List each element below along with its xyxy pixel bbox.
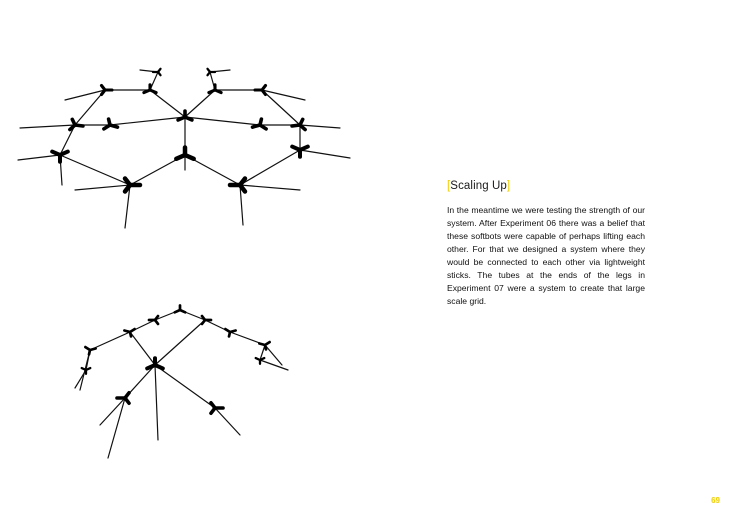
- top-softbot-3: [102, 86, 113, 95]
- perspective-stick-7: [155, 365, 215, 408]
- top-stick-1: [185, 90, 215, 117]
- top-softbot-4: [255, 86, 266, 95]
- top-stick-20: [20, 125, 75, 128]
- top-softbot-6: [292, 119, 305, 129]
- body-paragraph: In the meantime we were testing the strength of our system. After Experiment 06 there was a belief that these softbots were capable of perhaps lifting each other. For that we designed a system where they would be connected to each other via lightweight sticks. The tubes at the ends of the legs in Experiment 07 were a system to create that large scale grid.: [447, 205, 645, 306]
- section-heading: [447, 180, 645, 192]
- top-softbot-5: [70, 119, 83, 129]
- perspective-stick-14: [155, 365, 158, 440]
- top-stick-19: [18, 155, 60, 160]
- top-stick-29: [262, 90, 305, 100]
- perspective-softbot-4: [225, 329, 235, 336]
- top-softbot-9: [176, 148, 193, 159]
- perspective-stick-8: [130, 332, 155, 365]
- perspective-softbot-9: [211, 403, 223, 413]
- page-number: 69: [711, 496, 720, 505]
- top-stick-21: [300, 150, 350, 158]
- perspective-stick-16: [260, 360, 288, 370]
- top-stick-5: [262, 90, 300, 125]
- heading-bracket-close: ]: [506, 180, 511, 192]
- perspective-softbot-5: [85, 347, 95, 354]
- perspective-softbot-0: [175, 306, 185, 313]
- top-stick-25: [240, 185, 300, 190]
- top-stick-12: [240, 150, 300, 185]
- top-stick-16: [185, 117, 260, 125]
- top-softbot-1: [144, 85, 156, 93]
- perspective-stick-18: [265, 345, 282, 365]
- top-stick-26: [75, 185, 130, 190]
- top-softbot-13: [208, 69, 216, 75]
- top-stick-22: [300, 125, 340, 128]
- perspective-softbot-8: [117, 393, 129, 403]
- perspective-softbot-10: [82, 368, 91, 374]
- top-softbot-2: [209, 85, 221, 93]
- perspective-stick-9: [155, 320, 205, 365]
- perspective-stick-13: [215, 408, 240, 435]
- top-stick-0: [150, 90, 185, 117]
- top-softbot-8: [292, 147, 308, 157]
- top-stick-28: [65, 90, 105, 100]
- softbot-grid-perspective-illustration: [50, 290, 310, 470]
- heading-bracket-open: [: [447, 180, 451, 192]
- heading-title: Scaling Up: [450, 180, 507, 192]
- softbot-grid-top-illustration: [0, 50, 400, 250]
- top-stick-11: [60, 155, 130, 185]
- top-stick-15: [110, 117, 185, 125]
- text-column: [447, 180, 645, 308]
